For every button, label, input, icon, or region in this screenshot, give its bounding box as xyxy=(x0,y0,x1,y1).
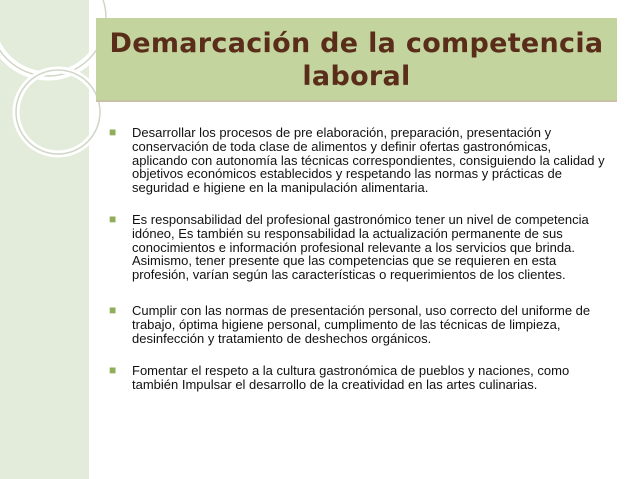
bullet-text: Desarrollar los procesos de pre elaboración, preparación, presentación y conservación de toda clase de alimentos y definir ofertas gastronómicas, aplicando con autonomía las técnicas correspondientes, consiguiendo la calidad y objetivos económicos establecidos y respetando las normas y prácticas de seguridad e higiene en la manipulación alimentaria. xyxy=(132,125,605,196)
bullet-item xyxy=(109,213,609,282)
bullet-item xyxy=(109,126,609,195)
bullet-square-icon: ■ xyxy=(109,363,117,378)
bullet-square-icon: ■ xyxy=(109,211,117,226)
bullet-text: Cumplir con las normas de presentación personal, uso correcto del uniforme de trabajo, óptima higiene personal, cumplimento de las técnicas de limpieza, desinfección y tratamiento de deshechos orgánicos. xyxy=(132,302,591,346)
bullet-text: Es responsabilidad del profesional gastronómico tener un nivel de competencia idóneo, Es también su responsabilidad la actualización permanente de sus conocimientos e información profesional relevante a los servicios que brinda. Asimismo, tener presente que las competencias que se requieren en esta profesión, varían según las características o requerimientos de los clientes. xyxy=(132,211,589,283)
bullet-item xyxy=(109,304,609,345)
bullet-text: Fomentar el respeto a la cultura gastronómica de pueblos y naciones, como también Impulsar el desarrollo de la creatividad en las artes culinarias. xyxy=(132,363,570,393)
slide-title: Demarcación de la competencia laboral xyxy=(109,28,604,92)
bullet-item xyxy=(109,364,609,392)
bullet-square-icon: ■ xyxy=(109,302,117,317)
title-box xyxy=(96,18,617,102)
decorative-circle-top xyxy=(0,0,106,76)
decorative-circle-bottom-outline xyxy=(16,70,100,154)
bullet-square-icon: ■ xyxy=(109,125,117,139)
bullet-list xyxy=(109,126,609,392)
